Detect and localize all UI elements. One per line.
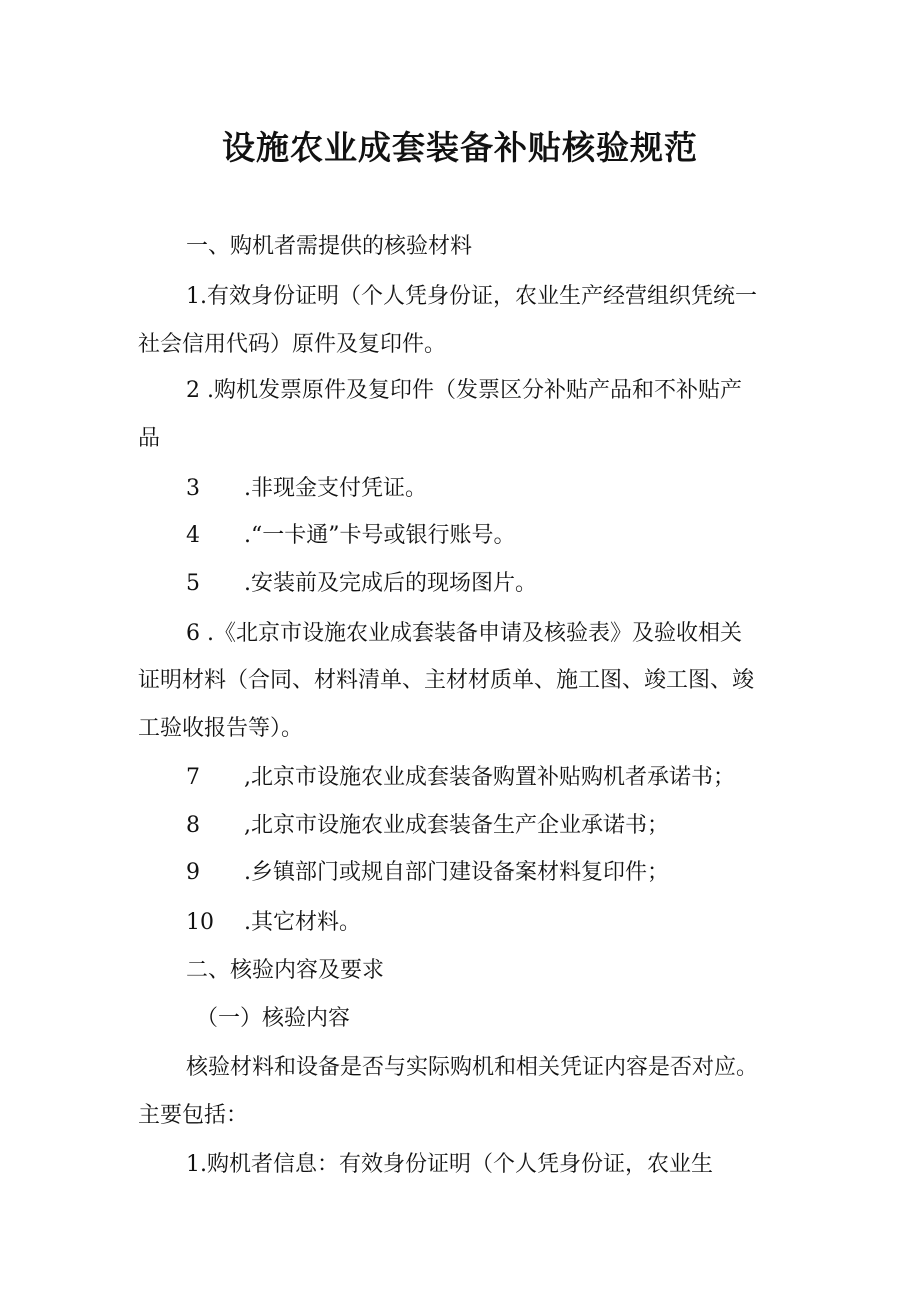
item-2-line-1: 2 .购机发票原件及复印件（发票区分补贴产品和不补贴产: [186, 378, 742, 403]
item-2-line-2: 品: [138, 426, 161, 451]
item-8-number: 8: [186, 813, 200, 838]
item-8: [186, 810, 669, 842]
item-10-number: 10: [186, 910, 214, 935]
item-8-text: ,北京市设施农业成套装备生产企业承诺书；: [244, 813, 669, 838]
item-10: [186, 907, 361, 939]
section-2-paragraph-line-2: 主要包括：: [138, 1103, 249, 1128]
item-6-line-2: 证明材料（合同、材料清单、主材材质单、施工图、竣工图、竣: [138, 668, 755, 693]
item-6-line-1: 6 .《北京市设施农业成套装备申请及核验表》及验收相关: [186, 621, 742, 646]
item-5: [186, 568, 537, 600]
item-3-number: 3: [186, 476, 200, 501]
item-4-number: 4: [186, 523, 200, 548]
item-4: [186, 520, 516, 552]
document-title: 设施农业成套装备补贴核验规范: [222, 128, 698, 167]
item-5-number: 5: [186, 571, 200, 596]
item-3: [186, 473, 427, 505]
section-1-heading: 一、购机者需提供的核验材料: [186, 234, 473, 259]
section-2-item-1-line-1: 1.购机者信息：有效身份证明（个人凭身份证，农业生: [186, 1152, 713, 1177]
item-1-line-1: 1.有效身份证明（个人凭身份证，农业生产经营组织凭统一: [186, 284, 757, 309]
item-10-text: .其它材料。: [244, 910, 361, 935]
item-9-text: .乡镇部门或规自部门建设备案材料复印件；: [244, 860, 669, 885]
item-7-text: ,北京市设施农业成套装备购置补贴购机者承诺书；: [244, 765, 735, 790]
item-9: [186, 857, 669, 889]
section-2-subheading: （一）核验内容: [196, 1006, 351, 1031]
item-5-text: .安装前及完成后的现场图片。: [244, 571, 537, 596]
item-7-number: 7: [186, 765, 200, 790]
item-9-number: 9: [186, 860, 200, 885]
item-1-line-2: 社会信用代码）原件及复印件。: [138, 332, 447, 357]
section-2-heading: 二、核验内容及要求: [186, 958, 385, 983]
item-3-text: .非现金支付凭证。: [244, 476, 427, 501]
item-6-line-3: 工验收报告等）。: [138, 716, 304, 741]
item-7: [186, 762, 735, 794]
section-2-paragraph-line-1: 核验材料和设备是否与实际购机和相关凭证内容是否对应。: [186, 1055, 759, 1080]
item-4-text: .“一卡通”卡号或银行账号。: [244, 523, 516, 548]
